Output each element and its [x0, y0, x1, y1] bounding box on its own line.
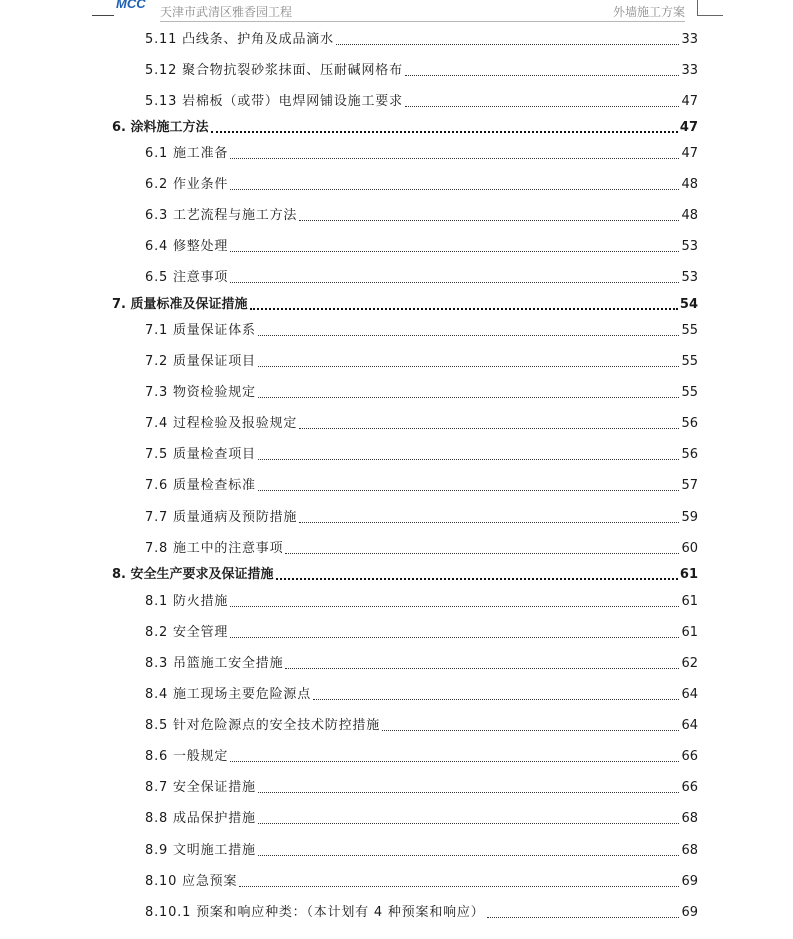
toc-chapter-entry[interactable] [112, 293, 698, 313]
toc-page-number: 61 [679, 567, 698, 582]
toc-dot-leader [258, 792, 680, 793]
toc-dot-leader [230, 251, 679, 252]
toc-entry-title: 6.3 工艺流程与施工方法 [145, 208, 298, 223]
toc-page-number: 68 [681, 811, 698, 826]
toc-page-number: 56 [681, 447, 698, 462]
toc-page-number: 68 [681, 843, 698, 858]
toc-dot-leader [313, 699, 679, 700]
toc-entry-title: 5.11 凸线条、护角及成品滴水 [145, 32, 334, 47]
toc-section-entry[interactable] [145, 235, 698, 255]
toc-page-number: 33 [681, 32, 698, 47]
toc-section-entry[interactable] [145, 714, 698, 734]
toc-section-entry[interactable] [145, 90, 698, 110]
toc-dot-leader [276, 578, 678, 580]
toc-page-number: 69 [681, 874, 698, 889]
toc-dot-leader [299, 522, 679, 523]
toc-entry-title: 6.2 作业条件 [145, 177, 229, 192]
header-corner-mark [697, 0, 723, 16]
toc-entry-title: 7.8 施工中的注意事项 [145, 541, 284, 556]
toc-section-entry[interactable] [145, 745, 698, 765]
toc-page-number: 33 [681, 63, 698, 78]
toc-entry-title: 8.4 施工现场主要危险源点 [145, 687, 312, 702]
toc-page-number: 47 [679, 120, 698, 135]
toc-page-number: 48 [681, 177, 698, 192]
toc-dot-leader [258, 855, 680, 856]
toc-dot-leader [258, 823, 680, 824]
toc-section-entry[interactable] [145, 204, 698, 224]
toc-dot-leader [258, 366, 680, 367]
toc-entry-title: 5.12 聚合物抗裂砂浆抹面、压耐碱网格布 [145, 63, 403, 78]
toc-entry-title: 7.1 质量保证体系 [145, 323, 256, 338]
toc-entry-title: 7.4 过程检验及报验规定 [145, 416, 298, 431]
toc-entry-title: 7.6 质量检查标准 [145, 478, 256, 493]
toc-entry-title: 6. 涂料施工方法 [112, 120, 209, 135]
toc-dot-leader [230, 282, 679, 283]
toc-entry-title: 8.5 针对危险源点的安全技术防控措施 [145, 718, 381, 733]
toc-section-entry[interactable] [145, 901, 698, 921]
toc-page-number: 54 [679, 297, 698, 312]
toc-page-number: 47 [681, 94, 698, 109]
toc-page-number: 66 [681, 780, 698, 795]
toc-dot-leader [230, 606, 679, 607]
toc-section-entry[interactable] [145, 350, 698, 370]
toc-chapter-entry[interactable] [112, 563, 698, 583]
toc-page-number: 61 [681, 625, 698, 640]
toc-page-number: 61 [681, 594, 698, 609]
toc-dot-leader [250, 308, 678, 310]
toc-section-entry[interactable] [145, 506, 698, 526]
toc-entry-title: 7. 质量标准及保证措施 [112, 297, 248, 312]
toc-section-entry[interactable] [145, 443, 698, 463]
toc-section-entry[interactable] [145, 381, 698, 401]
toc-section-entry[interactable] [145, 142, 698, 162]
toc-section-entry[interactable] [145, 59, 698, 79]
toc-page-number: 64 [681, 687, 698, 702]
toc-section-entry[interactable] [145, 412, 698, 432]
toc-dot-leader [405, 75, 680, 76]
toc-page-number: 48 [681, 208, 698, 223]
toc-entry-title: 8.10 应急预案 [145, 874, 238, 889]
toc-page-number: 69 [681, 905, 698, 920]
toc-section-entry[interactable] [145, 28, 698, 48]
toc-dot-leader [230, 761, 679, 762]
toc-section-entry[interactable] [145, 652, 698, 672]
header-rule [160, 21, 685, 22]
toc-entry-title: 8.6 一般规定 [145, 749, 229, 764]
toc-page-number: 60 [681, 541, 698, 556]
toc-dot-leader [230, 158, 679, 159]
toc-page-number: 62 [681, 656, 698, 671]
toc-page-number: 53 [681, 270, 698, 285]
toc-entry-title: 8.7 安全保证措施 [145, 780, 256, 795]
toc-entry-title: 8. 安全生产要求及保证措施 [112, 567, 274, 582]
toc-dot-leader [230, 637, 679, 638]
toc-section-entry[interactable] [145, 537, 698, 557]
toc-dot-leader [258, 459, 680, 460]
toc-page-number: 66 [681, 749, 698, 764]
toc-page-number: 47 [681, 146, 698, 161]
header-project-name: 天津市武清区雅香园工程 [160, 5, 293, 19]
toc-dot-leader [405, 106, 680, 107]
header-doc-title: 外墙施工方案 [612, 5, 685, 19]
toc-dot-leader [258, 490, 680, 491]
mcc-logo: MCC [116, 0, 146, 11]
toc-section-entry[interactable] [145, 590, 698, 610]
toc-entry-title: 8.1 防火措施 [145, 594, 229, 609]
toc-entry-title: 7.2 质量保证项目 [145, 354, 256, 369]
toc-page-number: 55 [681, 385, 698, 400]
toc-section-entry[interactable] [145, 474, 698, 494]
toc-section-entry[interactable] [145, 319, 698, 339]
toc-dot-leader [299, 428, 679, 429]
toc-page-number: 53 [681, 239, 698, 254]
toc-section-entry[interactable] [145, 776, 698, 796]
toc-entry-title: 8.8 成品保护措施 [145, 811, 256, 826]
toc-chapter-entry[interactable] [112, 116, 698, 136]
toc-entry-title: 8.3 吊篮施工安全措施 [145, 656, 284, 671]
toc-entry-title: 7.7 质量通病及预防措施 [145, 510, 298, 525]
toc-entry-title: 8.2 安全管理 [145, 625, 229, 640]
header-left-rule [92, 15, 114, 16]
page-header [0, 0, 793, 22]
toc-entry-title: 6.5 注意事项 [145, 270, 229, 285]
toc-entry-title: 8.9 文明施工措施 [145, 843, 256, 858]
toc-dot-leader [382, 730, 679, 731]
toc-page-number: 55 [681, 354, 698, 369]
toc-page-number: 57 [681, 478, 698, 493]
toc-section-entry[interactable] [145, 266, 698, 286]
toc-section-entry[interactable] [145, 683, 698, 703]
toc-dot-leader [299, 220, 679, 221]
toc-dot-leader [211, 131, 678, 133]
toc-dot-leader [336, 44, 680, 45]
toc-section-entry[interactable] [145, 807, 698, 827]
toc-dot-leader [230, 189, 679, 190]
toc-page-number: 59 [681, 510, 698, 525]
toc-entry-title: 7.3 物资检验规定 [145, 385, 256, 400]
toc-dot-leader [258, 335, 680, 336]
toc-entry-title: 8.10.1 预案和响应种类：（本计划有 4 种预案和响应） [145, 905, 485, 920]
toc-entry-title: 7.5 质量检查项目 [145, 447, 256, 462]
toc-dot-leader [285, 668, 679, 669]
toc-dot-leader [285, 553, 679, 554]
toc-section-entry[interactable] [145, 621, 698, 641]
toc-entry-title: 6.4 修整处理 [145, 239, 229, 254]
toc-dot-leader [487, 917, 680, 918]
toc-section-entry[interactable] [145, 870, 698, 890]
toc-page-number: 56 [681, 416, 698, 431]
toc-dot-leader [239, 886, 679, 887]
toc-page-number: 64 [681, 718, 698, 733]
toc-page-number: 55 [681, 323, 698, 338]
toc-section-entry[interactable] [145, 839, 698, 859]
toc-entry-title: 6.1 施工准备 [145, 146, 229, 161]
toc-dot-leader [258, 397, 680, 398]
toc-section-entry[interactable] [145, 173, 698, 193]
toc-entry-title: 5.13 岩棉板（或带）电焊网铺设施工要求 [145, 94, 403, 109]
